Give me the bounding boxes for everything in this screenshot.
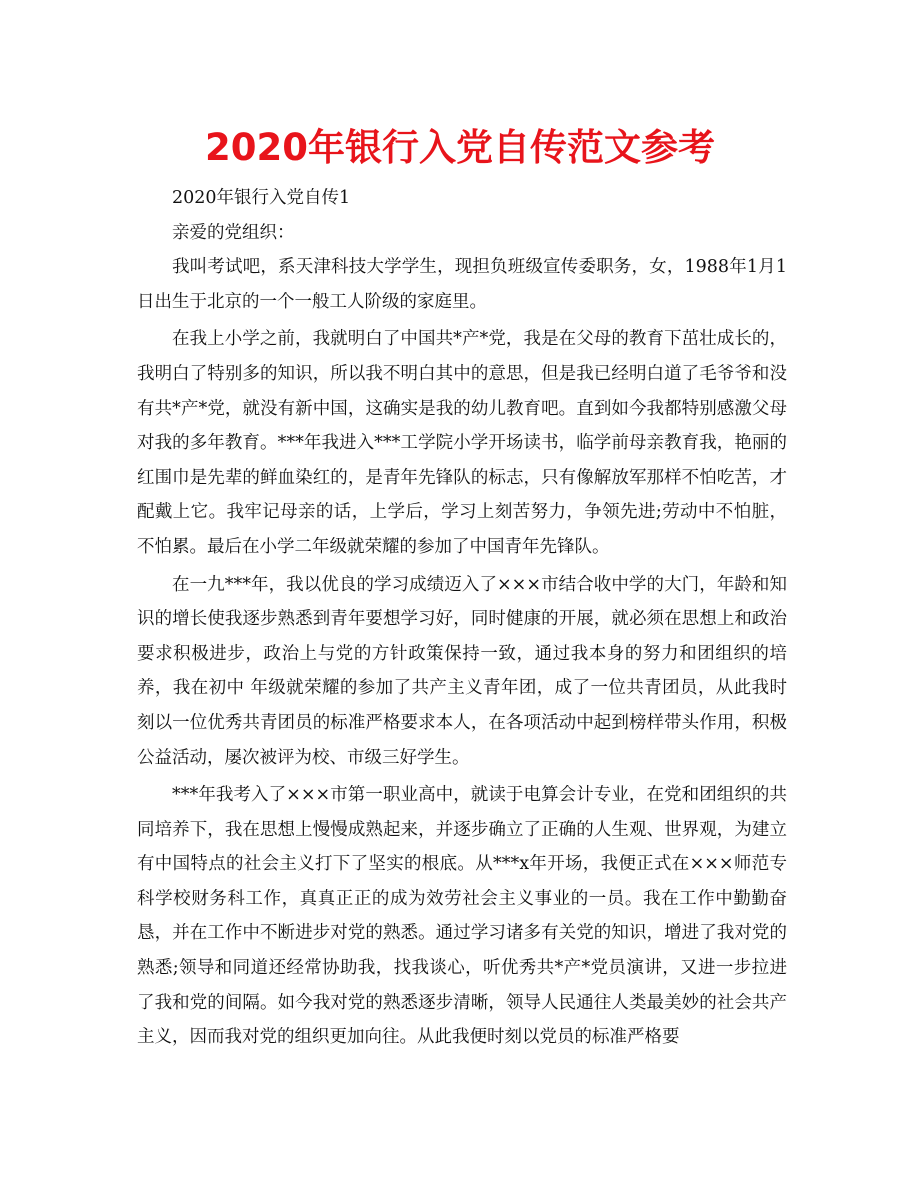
subtitle-line: 2020年银行入党自传1 bbox=[172, 188, 351, 208]
document-title: 2020年银行入党自传范文参考 bbox=[205, 126, 715, 169]
paragraph-middle-school: 在一九***年，我以优良的学习成绩迈入了×××市结合收中学的大门，年龄和知识的增长使我逐步熟悉到青年要想学习好，同时健康的开展，就必须在思想上和政治要求积极进步，政治上与党的方针政策保持一致，通过我本身的努力和团组织的培养，我在初中 年级就荣耀的参加了共产主义青年团，成了一位共青团员，从此我时刻以一位优秀共青团员的标准严格要求本人，在各项活动中起到榜样带头作用，积极公益活动，屡次被评为校、市级三好学生。 bbox=[137, 574, 787, 768]
paragraph-childhood: 在我上小学之前，我就明白了中国共*产*党，我是在父母的教育下茁壮成长的，我明白了特别多的知识，所以我不明白其中的意思，但是我已经明白道了毛爷爷和没有共*产*党，就没有新中国，这确实是我的幼儿教育吧。直到如今我都特别感激父母对我的多年教育。***年我进入***工学院小学开场读书，临学前母亲教育我，艳丽的红围巾是先辈的鲜血染红的，是青年先锋队的标志，只有像解放军那样不怕吃苦，才配戴上它。我牢记母亲的话，上学后，学习上刻苦努力，争领先进;劳动中不怕脏，不怕累。最后在小学二年级就荣耀的参加了中国青年先锋队。 bbox=[137, 329, 787, 557]
salutation-line: 亲爱的党组织： bbox=[172, 222, 295, 243]
document-body bbox=[137, 181, 787, 1055]
paragraph-intro: 我叫考试吧，系天津科技大学学生，现担负班级宣传委职务，女，1988年1月1日出生于北京的一个一般工人阶级的家庭里。 bbox=[137, 257, 787, 312]
paragraph-high-school-work: ***年我考入了×××市第一职业高中，就读于电算会计专业，在党和团组织的共同培养下，我在思想上慢慢成熟起来，并逐步确立了正确的人生观、世界观，为建立有中国特点的社会主义打下了坚实的根底。从***x年开场，我便正式在×××师范专科学校财务科工作，真真正正的成为效劳社会主义事业的一员。我在工作中勤勤奋恳，并在工作中不断进步对党的熟悉。通过学习诸多有关党的知识，增进了我对党的熟悉;领导和同道还经常协助我，找我谈心，听优秀共*产*党员演讲，又进一步拉进了我和党的间隔。如今我对党的熟悉逐步清晰，领导人民通往人类最美妙的社会共产主义，因而我对党的组织更加向往。从此我便时刻以党员的标准严格要 bbox=[137, 785, 787, 1048]
